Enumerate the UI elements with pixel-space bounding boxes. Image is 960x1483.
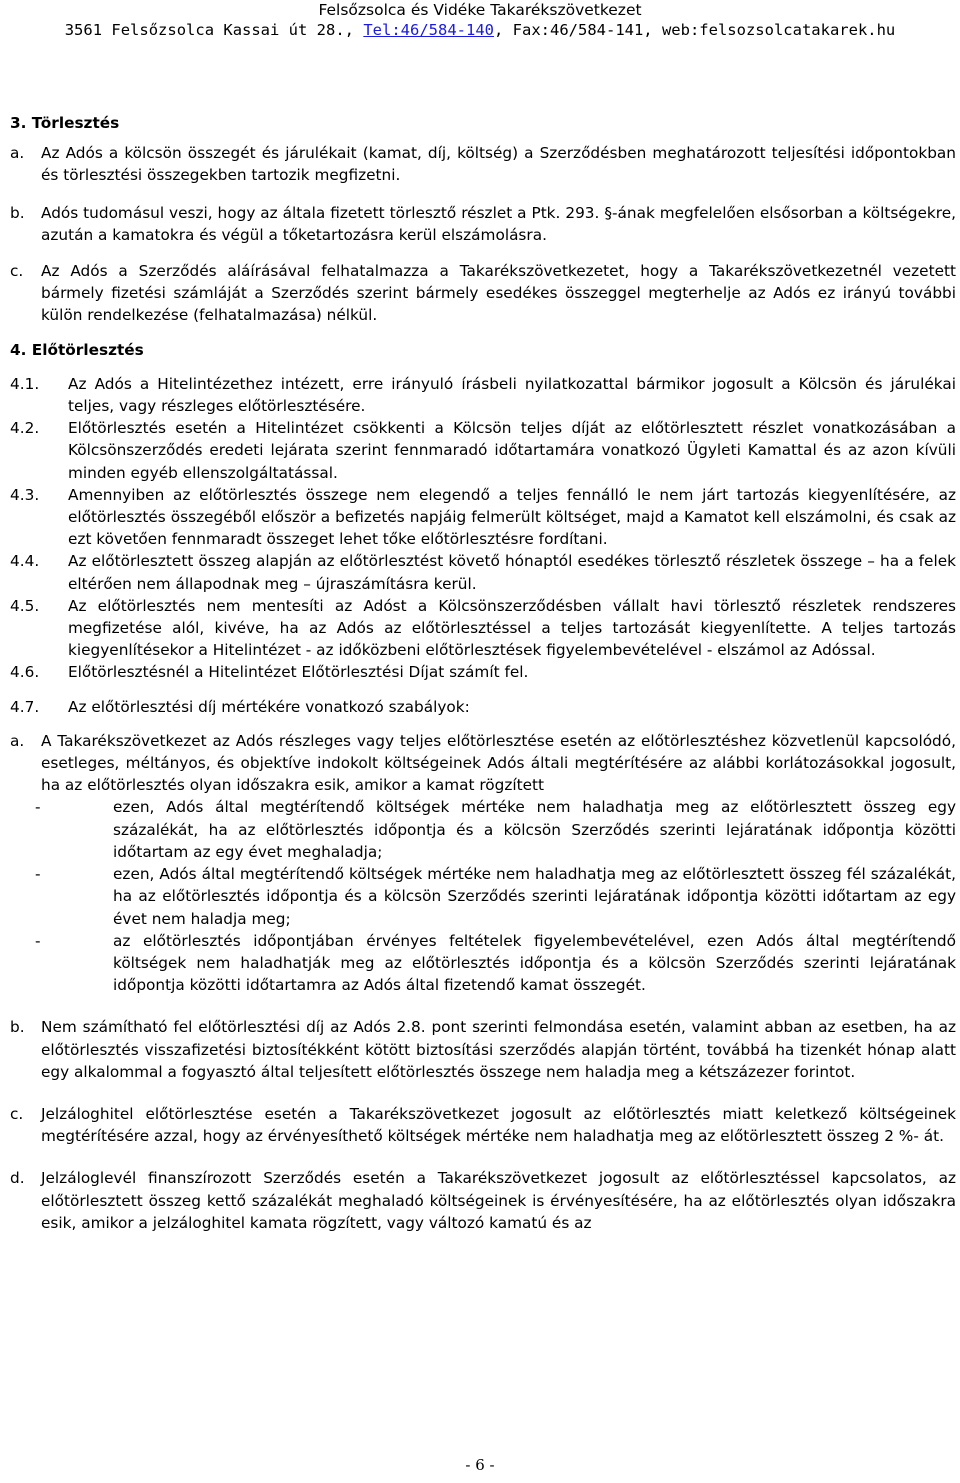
sec4-item-5 bbox=[10, 595, 956, 662]
item-text: Az előtörlesztési díj mértékére vonatkozó szabályok: bbox=[68, 697, 470, 716]
sec3-item-b bbox=[10, 202, 956, 246]
fee-rule-a bbox=[10, 730, 956, 797]
item-text: Adós tudomásul veszi, hogy az általa fizetett törlesztő részlet a Ptk. 293. §-ának megfelelően elsősorban a költségekre, azután a kamatokra és végül a tőketartozásra kerül elszámolásra. bbox=[41, 203, 956, 244]
item-text: Az Adós a Szerződés aláírásával felhatalmazza a Takarékszövetkezetet, hogy a Takarékszövetkezetnél vezetett bármely fizetési számláját a Szerződés szerint bármely esedékes összeggel megterhelje az Adós ez irányú további külön rendelkezése (felhatalmazása) nélkül. bbox=[41, 262, 956, 325]
sec4-item-3 bbox=[10, 484, 956, 551]
item-text: Amennyiben az előtörlesztés összege nem elegendő a teljes fennálló le nem járt tartozás kiegyenlítésére, az előtörlesztés összegéből először a befizetés napjáig felmerült költséget, majd a Kamatot kell elszámolni, és csak az ezt követően fennmaradt összeget lehet tőke előtörlesztésre fordítani. bbox=[68, 485, 956, 549]
dash-marker: - bbox=[35, 865, 41, 884]
fee-rule-a-dash-1 bbox=[10, 796, 956, 863]
item-text: Az Adós a Hitelintézethez intézett, erre irányuló írásbeli nyilatkozattal bármikor jogosult a Kölcsön és járulékai teljes, vagy részleges előtörlesztésére. bbox=[68, 374, 956, 416]
org-name: Felsőzsolca és Vidéke Takarékszövetkezet bbox=[318, 1, 642, 19]
item-text: Nem számítható fel előtörlesztési díj az Adós 2.8. pont szerinti felmondása esetén, valamint abban az esetben, ha az előtörlesztés visszafizetési biztosítékként kötött biztosítási szerződés alapján történt, továbbá ha tizenkét hónap alatt egy alkalommal a fogyasztó által teljesített előtörlesztés összege nem haladja meg a kétszázezer forintot. bbox=[41, 1018, 956, 1081]
page-number: - 6 - bbox=[465, 1456, 495, 1474]
document-body bbox=[10, 112, 956, 1234]
item-label: a. bbox=[10, 731, 25, 750]
item-text: A Takarékszövetkezet az Adós részleges vagy teljes előtörlesztése esetén az előtörlesztéshez közvetlenül kapcsolódó, esetleges, méltányos, és objektíve indokolt költségeinek Adós általi megtérítésére az alábbi korlátozásokkal jogosult, ha az előtörlesztés olyan időszakra esik, amikor a kamat rögzített bbox=[41, 731, 956, 795]
item-text: Előtörlesztésnél a Hitelintézet Előtörlesztési Díjat számít fel. bbox=[68, 663, 529, 682]
dash-text: ezen, Adós által megtérítendő költségek mértéke nem haladhatja meg az előtörlesztett összeg fél százalékát, ha az előtörlesztés időpontja és a kölcsön Szerződés szerinti lejáratának időpontja közötti időtartam az egy évet nem haladja meg; bbox=[113, 865, 956, 928]
tel-link[interactable]: Tel:46/584-140 bbox=[363, 21, 494, 39]
contact-line bbox=[0, 20, 960, 40]
item-label: 4.6. bbox=[10, 663, 40, 682]
fee-rule-b bbox=[10, 1016, 956, 1083]
item-label: 4.1. bbox=[10, 374, 40, 393]
item-text: Az Adós a kölcsön összegét és járulékait (kamat, díj, költség) a Szerződésben meghatározott teljesítési időpontokban és törlesztési összegekben tartozik megfizetni. bbox=[41, 144, 956, 185]
section-4-title: 4. Előtörlesztés bbox=[10, 340, 144, 359]
item-label: 4.2. bbox=[10, 419, 40, 438]
address: 3561 Felsőzsolca Kassai út 28., bbox=[64, 21, 364, 39]
item-text: Előtörlesztés esetén a Hitelintézet csökkenti a Kölcsön teljes díját az előtörlesztett részlet vonatkozásában a Kölcsönszerződés eredeti lejárata szerint fennmaradó időtartamára vonatkozó Ügyleti Kamattal és az azon kívüli minden egyéb ellenszolgáltatással. bbox=[68, 419, 956, 482]
item-text: Jelzáloghitel előtörlesztése esetén a Takarékszövetkezet jogosult az előtörlesztés miatt keletkező költségeinek megtérítésére azzal, hogy az érvényesíthető költségek mértéke nem haladhatja meg az előtörlesztett összeg 2 %- át. bbox=[41, 1104, 956, 1146]
section-3-title: 3. Törlesztés bbox=[10, 114, 120, 132]
sec4-item-4 bbox=[10, 550, 956, 594]
sec4-item-1 bbox=[10, 373, 956, 417]
item-text: Az előtörlesztés nem mentesíti az Adóst a Kölcsönszerződésben vállalt havi törlesztő részletek rendszeres megfizetése alól, kivéve, ha az Adós az előtörlesztéssel a teljes tartozását kiegyenlítette. A teljes tartozás kiegyenlítésekor a Hitelintézet - az időközbeni előtörlesztések figyelembevételével - elszámol az Adóssal. bbox=[68, 596, 956, 660]
item-label: c. bbox=[10, 262, 24, 281]
item-label: d. bbox=[10, 1169, 25, 1188]
fee-rule-a-dash-2 bbox=[10, 863, 956, 930]
dash-text: ezen, Adós által megtérítendő költségek mértéke nem haladhatja meg az előtörlesztett összeg egy százalékát, ha az előtörlesztés időpontja és a kölcsön Szerződés szerinti lejáratának időpontja közötti időtartam az egy évet meghaladja; bbox=[113, 798, 956, 861]
sec4-item-2 bbox=[10, 417, 956, 484]
dash-marker: - bbox=[35, 798, 41, 817]
sec4-item-7 bbox=[10, 696, 956, 718]
item-label: 4.3. bbox=[10, 485, 40, 504]
fee-rule-a-dash-3 bbox=[10, 930, 956, 997]
fee-rule-d bbox=[10, 1167, 956, 1234]
item-label: b. bbox=[10, 203, 25, 222]
sec4-item-6 bbox=[10, 661, 956, 683]
dash-marker: - bbox=[35, 931, 41, 950]
item-text: Jelzáloglevél finanszírozott Szerződés esetén a Takarékszövetkezet jogosult az előtörlesztéssel kapcsolatos, az előtörlesztett összeg kettő százalékát meghaladó költségeinek is érvényesítésére, ha az előtörlesztés olyan időszakra esik, amikor a jelzáloghitel kamata rögzített, vagy változó kamatú és az bbox=[41, 1169, 956, 1232]
item-label: 4.7. bbox=[10, 697, 40, 716]
item-label: b. bbox=[10, 1018, 25, 1037]
fee-rule-c bbox=[10, 1103, 956, 1147]
item-label: 4.5. bbox=[10, 596, 40, 615]
sec3-item-c bbox=[10, 260, 956, 327]
item-label: c. bbox=[10, 1104, 24, 1123]
dash-text: az előtörlesztés időpontjában érvényes feltételek figyelembevételével, ezen Adós által megtérítendő költségek nem haladhatják meg az előtörlesztés időpontja és a kölcsön Szerződés szerinti lejáratának időpontja közötti időtartamra az Adós által fizetendő kamat összegét. bbox=[113, 931, 956, 995]
fax-web: , Fax:46/584-141, web:felsozsolcatakarek.hu bbox=[494, 21, 896, 39]
sec3-item-a bbox=[10, 142, 956, 186]
item-text: Az előtörlesztett összeg alapján az előtörlesztést követő hónaptól esedékes törlesztő részletek összege – ha a felek eltérően nem állapodnak meg – újraszámításra kerül. bbox=[68, 552, 956, 593]
item-label: 4.4. bbox=[10, 552, 40, 571]
item-label: a. bbox=[10, 144, 25, 163]
document-header bbox=[0, 0, 960, 40]
